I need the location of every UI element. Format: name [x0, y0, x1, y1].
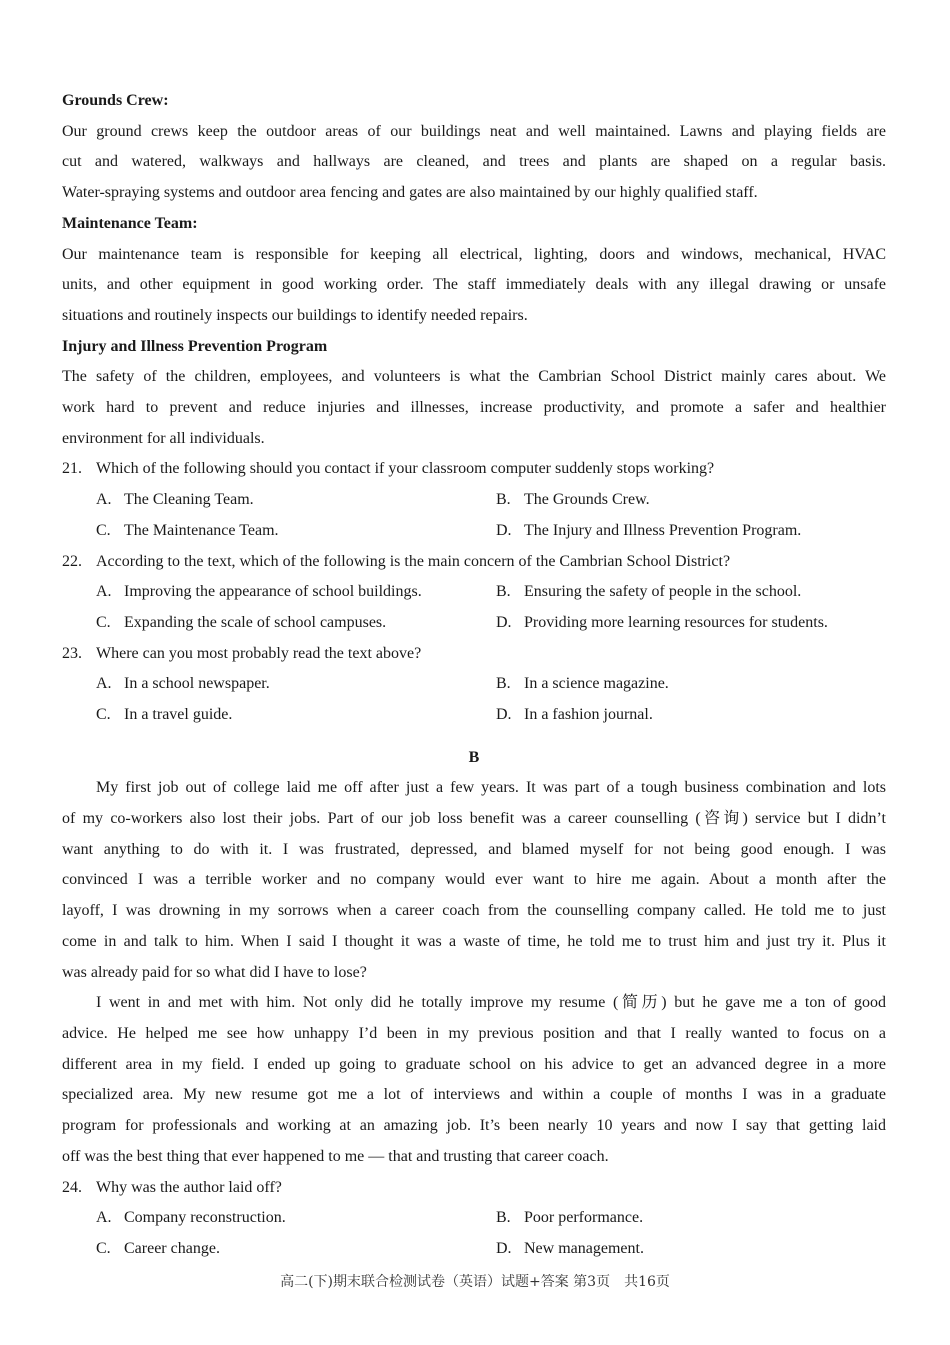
question-24: [62, 1173, 886, 1204]
option-letter: D.: [496, 1239, 512, 1257]
option-text: The Grounds Crew.: [524, 491, 650, 509]
question-21: [62, 454, 886, 485]
text-line: advice. He helped me see how unhappy I’d been in my previous position and that I really wanted to focus on a: [62, 1025, 886, 1042]
option-letter: C.: [96, 613, 111, 631]
section-b-label: B: [468, 748, 480, 766]
text-line: The safety of the children, employees, and volunteers is what the Cambrian School District mainly cares about. We: [62, 368, 886, 386]
option-letter: D.: [496, 705, 512, 723]
option-a[interactable]: [96, 1203, 286, 1234]
option-b[interactable]: [496, 577, 801, 608]
option-letter: C.: [96, 1239, 111, 1257]
option-d[interactable]: [496, 516, 801, 547]
maintenance-team-paragraph: [62, 240, 886, 332]
text-line: Water-spraying systems and outdoor area fencing and gates are also maintained by our highly qualified staff.: [62, 184, 758, 202]
passage-b-paragraph-1: [62, 773, 886, 988]
option-text: Poor performance.: [524, 1209, 644, 1227]
text-line: come in and talk to him. When I said I thought it was a waste of time, he told me to trust him and just try it. Plus it: [62, 932, 886, 950]
option-text: In a school newspaper.: [124, 675, 270, 693]
question-23: [62, 639, 886, 670]
text-line: units, and other equipment in good working order. The staff immediately deals with any illegal drawing or unsafe: [62, 276, 886, 294]
text-line: of my co-workers also lost their jobs. Part of our job loss benefit was a career counselling (咨询) service but I didn’t: [62, 810, 886, 828]
injury-program-paragraph: [62, 362, 886, 454]
options-row: [62, 669, 886, 700]
options-row: [62, 1203, 886, 1234]
text-line: specialized area. My new resume got me a lot of interviews and within a couple of months I was in a graduate: [62, 1086, 886, 1104]
option-text: Ensuring the safety of people in the school.: [524, 583, 802, 601]
option-c[interactable]: [96, 1234, 220, 1265]
text-line: layoff, I was drowning in my sorrows when a career coach from the counselling company called. He told me to just: [62, 902, 886, 920]
option-d[interactable]: [496, 608, 828, 639]
option-letter: C.: [96, 521, 111, 539]
grounds-crew-paragraph: [62, 117, 886, 209]
option-letter: B.: [496, 1209, 511, 1227]
option-text: Expanding the scale of school campuses.: [124, 613, 387, 631]
options-row: [62, 700, 886, 731]
option-letter: D.: [496, 613, 512, 631]
option-letter: B.: [496, 675, 511, 693]
grounds-crew-heading: Grounds Crew:: [62, 92, 169, 109]
option-letter: A.: [96, 675, 112, 693]
option-d[interactable]: [496, 700, 653, 731]
text-line: work hard to prevent and reduce injuries and illnesses, increase productivity, and promote a safer and healthier: [62, 399, 886, 417]
option-a[interactable]: [96, 577, 422, 608]
option-c[interactable]: [96, 516, 279, 547]
option-letter: A.: [96, 491, 112, 509]
text-line: was already paid for so what did I have to lose?: [62, 963, 367, 981]
options-row: [62, 516, 886, 547]
text-line: convinced I was a terrible worker and no company would ever want to hire me again. About a month after the: [62, 871, 886, 889]
text-line: Our ground crews keep the outdoor areas of our buildings neat and well maintained. Lawns and playing fields are: [62, 122, 886, 140]
option-c[interactable]: [96, 700, 232, 731]
option-c[interactable]: [96, 608, 386, 639]
injury-program-heading: Injury and Illness Prevention Program: [62, 337, 328, 355]
option-a[interactable]: [96, 669, 270, 700]
question-number: 22.: [62, 552, 82, 570]
exam-page: [62, 86, 886, 1265]
option-text: The Maintenance Team.: [124, 521, 279, 539]
option-b[interactable]: [496, 1203, 643, 1234]
option-d[interactable]: [496, 1234, 644, 1265]
option-text: Improving the appearance of school buildings.: [124, 583, 422, 601]
option-letter: D.: [496, 521, 512, 539]
question-number: 21.: [62, 460, 82, 478]
question-number: 23.: [62, 644, 82, 662]
option-text: Company reconstruction.: [124, 1209, 286, 1227]
text-line: environment for all individuals.: [62, 429, 265, 447]
text-line: cut and watered, walkways and hallways are cleaned, and trees and plants are shaped on a regular basis.: [62, 153, 886, 171]
options-row: [62, 485, 886, 516]
question-text: According to the text, which of the following is the main concern of the Cambrian School District?: [96, 552, 731, 570]
option-b[interactable]: [496, 485, 650, 516]
text-line: situations and routinely inspects our buildings to identify needed repairs.: [62, 306, 528, 324]
option-letter: C.: [96, 705, 111, 723]
option-text: The Injury and Illness Prevention Program.: [524, 521, 802, 539]
options-row: [62, 608, 886, 639]
option-letter: A.: [96, 1209, 112, 1227]
text-line: off was the best thing that ever happened to me — that and trusting that career coach.: [62, 1147, 609, 1165]
maintenance-team-heading: Maintenance Team:: [62, 214, 198, 232]
question-22: [62, 547, 886, 578]
options-row: [62, 1234, 886, 1265]
option-letter: A.: [96, 583, 112, 601]
option-text: In a travel guide.: [124, 705, 233, 723]
option-text: Providing more learning resources for students.: [524, 613, 828, 631]
passage-b-paragraph-2: [62, 988, 886, 1172]
text-line: program for professionals and working at an amazing job. It’s been nearly 10 years and now I say that getting laid: [62, 1117, 886, 1135]
option-text: In a fashion journal.: [524, 705, 653, 723]
question-text: Which of the following should you contact if your classroom computer suddenly stops working?: [96, 460, 715, 478]
option-text: New management.: [524, 1239, 644, 1257]
option-letter: B.: [496, 583, 511, 601]
text-line: I went in and met with him. Not only did he totally improve my resume (简历) but he gave me a ton of good: [96, 994, 886, 1012]
text-line: want anything to do with it. I was frustrated, depressed, and blamed myself for not being good enough. I was: [62, 840, 886, 858]
option-text: The Cleaning Team.: [124, 491, 254, 509]
option-letter: B.: [496, 491, 511, 509]
option-text: In a science magazine.: [524, 675, 669, 693]
question-text: Where can you most probably read the text above?: [96, 644, 422, 662]
page-footer: 高二(下)期末联合检测试卷（英语）试题+答案 第3页 共16页: [280, 1274, 670, 1290]
question-text: Why was the author laid off?: [96, 1178, 282, 1196]
text-line: My first job out of college laid me off after just a few years. It was part of a tough business combination and lots: [96, 779, 886, 797]
option-text: Career change.: [124, 1239, 220, 1257]
question-number: 24.: [62, 1178, 82, 1196]
text-line: different area in my field. I ended up going to graduate school on his advice to get an advanced degree in a more: [62, 1055, 886, 1073]
option-a[interactable]: [96, 485, 254, 516]
options-row: [62, 577, 886, 608]
option-b[interactable]: [496, 669, 669, 700]
text-line: Our maintenance team is responsible for keeping all electrical, lighting, doors and windows, mechanical, HVAC: [62, 245, 886, 263]
